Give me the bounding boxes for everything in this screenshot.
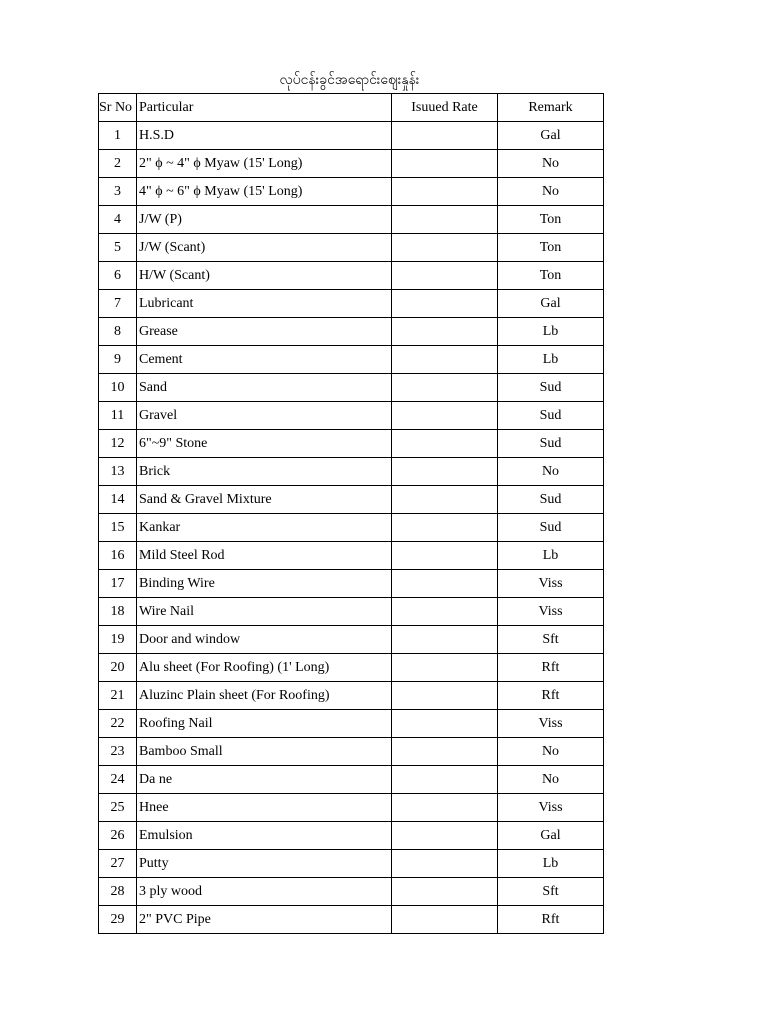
issued-rate-cell xyxy=(392,234,498,262)
issued-rate-cell xyxy=(392,710,498,738)
sr-no-cell: 4 xyxy=(99,206,137,234)
particular-cell: Emulsion xyxy=(137,822,392,850)
sr-no-cell: 19 xyxy=(99,626,137,654)
remark-cell: Lb xyxy=(498,850,604,878)
remark-cell: Viss xyxy=(498,598,604,626)
sr-no-cell: 28 xyxy=(99,878,137,906)
particular-cell: 2" ϕ ~ 4" ϕ Myaw (15' Long) xyxy=(137,150,392,178)
issued-rate-cell xyxy=(392,318,498,346)
particular-cell: Mild Steel Rod xyxy=(137,542,392,570)
particular-cell: 4" ϕ ~ 6" ϕ Myaw (15' Long) xyxy=(137,178,392,206)
sr-no-cell: 16 xyxy=(99,542,137,570)
table-row xyxy=(99,822,604,850)
sr-no-cell: 18 xyxy=(99,598,137,626)
table-row xyxy=(99,570,604,598)
table-row xyxy=(99,486,604,514)
sr-no-cell: 6 xyxy=(99,262,137,290)
table-row xyxy=(99,738,604,766)
particular-cell: H.S.D xyxy=(137,122,392,150)
issued-rate-cell xyxy=(392,402,498,430)
issued-rate-cell xyxy=(392,346,498,374)
sr-no-cell: 12 xyxy=(99,430,137,458)
particular-cell: H/W (Scant) xyxy=(137,262,392,290)
table-row xyxy=(99,178,604,206)
particular-cell: Door and window xyxy=(137,626,392,654)
remark-cell: Viss xyxy=(498,570,604,598)
remark-cell: No xyxy=(498,458,604,486)
issued-rate-cell xyxy=(392,738,498,766)
table-row xyxy=(99,234,604,262)
issued-rate-cell xyxy=(392,598,498,626)
header-sr-no: Sr No xyxy=(99,94,137,122)
particular-cell: 6"~9" Stone xyxy=(137,430,392,458)
sr-no-cell: 7 xyxy=(99,290,137,318)
issued-rate-cell xyxy=(392,262,498,290)
sr-no-cell: 2 xyxy=(99,150,137,178)
sr-no-cell: 15 xyxy=(99,514,137,542)
sr-no-cell: 21 xyxy=(99,682,137,710)
particular-cell: Putty xyxy=(137,850,392,878)
sr-no-cell: 1 xyxy=(99,122,137,150)
remark-cell: Rft xyxy=(498,654,604,682)
header-row xyxy=(99,94,604,122)
particular-cell: Binding Wire xyxy=(137,570,392,598)
remark-cell: Sud xyxy=(498,486,604,514)
table-row xyxy=(99,626,604,654)
particular-cell: Aluzinc Plain sheet (For Roofing) xyxy=(137,682,392,710)
particular-cell: 2" PVC Pipe xyxy=(137,906,392,934)
issued-rate-cell xyxy=(392,570,498,598)
sr-no-cell: 8 xyxy=(99,318,137,346)
table-row xyxy=(99,682,604,710)
header-particular: Particular xyxy=(137,94,392,122)
remark-cell: No xyxy=(498,150,604,178)
table-row xyxy=(99,514,604,542)
remark-cell: Sud xyxy=(498,374,604,402)
sr-no-cell: 14 xyxy=(99,486,137,514)
particular-cell: Sand xyxy=(137,374,392,402)
table-body xyxy=(99,122,604,934)
table-row xyxy=(99,150,604,178)
sr-no-cell: 11 xyxy=(99,402,137,430)
issued-rate-cell xyxy=(392,150,498,178)
sr-no-cell: 10 xyxy=(99,374,137,402)
issued-rate-cell xyxy=(392,290,498,318)
remark-cell: Sud xyxy=(498,430,604,458)
sr-no-cell: 9 xyxy=(99,346,137,374)
remark-cell: Ton xyxy=(498,206,604,234)
remark-cell: Sft xyxy=(498,626,604,654)
remark-cell: No xyxy=(498,766,604,794)
particular-cell: Cement xyxy=(137,346,392,374)
remark-cell: No xyxy=(498,178,604,206)
particular-cell: Lubricant xyxy=(137,290,392,318)
issued-rate-cell xyxy=(392,206,498,234)
issued-rate-cell xyxy=(392,654,498,682)
sr-no-cell: 22 xyxy=(99,710,137,738)
issued-rate-cell xyxy=(392,822,498,850)
header-issued-rate: Isuued Rate xyxy=(392,94,498,122)
table-row xyxy=(99,374,604,402)
table-row xyxy=(99,598,604,626)
remark-cell: Rft xyxy=(498,906,604,934)
issued-rate-cell xyxy=(392,122,498,150)
issued-rate-cell xyxy=(392,514,498,542)
table-row xyxy=(99,290,604,318)
particular-cell: Alu sheet (For Roofing) (1' Long) xyxy=(137,654,392,682)
issued-rate-cell xyxy=(392,458,498,486)
remark-cell: Sud xyxy=(498,402,604,430)
table-row xyxy=(99,206,604,234)
remark-cell: Lb xyxy=(498,318,604,346)
sr-no-cell: 25 xyxy=(99,794,137,822)
table-row xyxy=(99,346,604,374)
rates-table xyxy=(98,93,604,934)
table-row xyxy=(99,262,604,290)
issued-rate-cell xyxy=(392,430,498,458)
remark-cell: Viss xyxy=(498,710,604,738)
sr-no-cell: 26 xyxy=(99,822,137,850)
remark-cell: No xyxy=(498,738,604,766)
issued-rate-cell xyxy=(392,486,498,514)
issued-rate-cell xyxy=(392,178,498,206)
sr-no-cell: 13 xyxy=(99,458,137,486)
particular-cell: Grease xyxy=(137,318,392,346)
sr-no-cell: 29 xyxy=(99,906,137,934)
sr-no-cell: 23 xyxy=(99,738,137,766)
table-row xyxy=(99,430,604,458)
remark-cell: Sft xyxy=(498,878,604,906)
issued-rate-cell xyxy=(392,906,498,934)
particular-cell: J/W (Scant) xyxy=(137,234,392,262)
particular-cell: 3 ply wood xyxy=(137,878,392,906)
remark-cell: Viss xyxy=(498,794,604,822)
remark-cell: Ton xyxy=(498,262,604,290)
particular-cell: Gravel xyxy=(137,402,392,430)
remark-cell: Lb xyxy=(498,346,604,374)
table-header xyxy=(99,94,604,122)
issued-rate-cell xyxy=(392,374,498,402)
table-row xyxy=(99,402,604,430)
particular-cell: J/W (P) xyxy=(137,206,392,234)
sr-no-cell: 20 xyxy=(99,654,137,682)
table-row xyxy=(99,766,604,794)
remark-cell: Gal xyxy=(498,290,604,318)
issued-rate-cell xyxy=(392,682,498,710)
table-row xyxy=(99,318,604,346)
issued-rate-cell xyxy=(392,794,498,822)
table-row xyxy=(99,710,604,738)
table-row xyxy=(99,654,604,682)
table-row xyxy=(99,878,604,906)
page-title: လုပ်ငန်းခွင်အရောင်းဈေးနှုန်း xyxy=(279,72,420,88)
table-row xyxy=(99,542,604,570)
table-row xyxy=(99,458,604,486)
particular-cell: Hnee xyxy=(137,794,392,822)
header-remark: Remark xyxy=(498,94,604,122)
remark-cell: Sud xyxy=(498,514,604,542)
table-row xyxy=(99,122,604,150)
particular-cell: Bamboo Small xyxy=(137,738,392,766)
remark-cell: Gal xyxy=(498,822,604,850)
particular-cell: Brick xyxy=(137,458,392,486)
sr-no-cell: 5 xyxy=(99,234,137,262)
particular-cell: Kankar xyxy=(137,514,392,542)
particular-cell: Wire Nail xyxy=(137,598,392,626)
particular-cell: Da ne xyxy=(137,766,392,794)
issued-rate-cell xyxy=(392,766,498,794)
remark-cell: Ton xyxy=(498,234,604,262)
sr-no-cell: 24 xyxy=(99,766,137,794)
particular-cell: Sand & Gravel Mixture xyxy=(137,486,392,514)
issued-rate-cell xyxy=(392,850,498,878)
remark-cell: Lb xyxy=(498,542,604,570)
issued-rate-cell xyxy=(392,542,498,570)
sr-no-cell: 17 xyxy=(99,570,137,598)
table-row xyxy=(99,850,604,878)
sr-no-cell: 27 xyxy=(99,850,137,878)
remark-cell: Rft xyxy=(498,682,604,710)
issued-rate-cell xyxy=(392,626,498,654)
table-row xyxy=(99,794,604,822)
particular-cell: Roofing Nail xyxy=(137,710,392,738)
issued-rate-cell xyxy=(392,878,498,906)
remark-cell: Gal xyxy=(498,122,604,150)
table-row xyxy=(99,906,604,934)
sr-no-cell: 3 xyxy=(99,178,137,206)
